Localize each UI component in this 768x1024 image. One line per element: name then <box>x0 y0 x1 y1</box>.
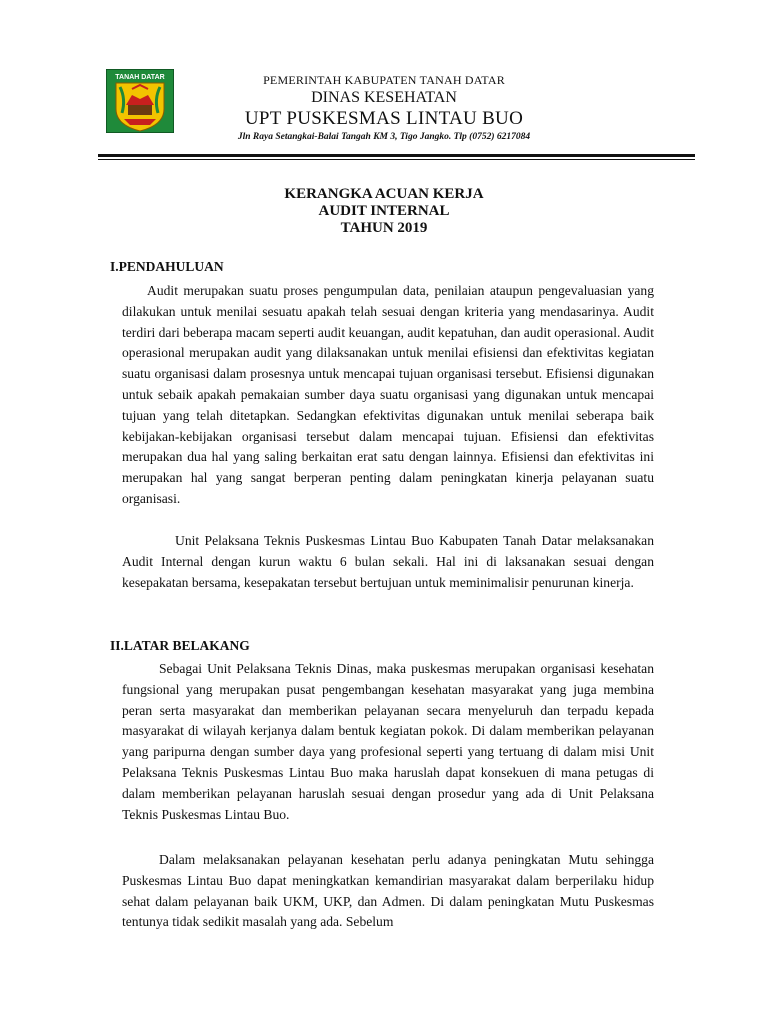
paragraph-background-1: Sebagai Unit Pelaksana Teknis Dinas, maka puskesmas merupakan organisasi kesehatan fungsional yang merupakan pusat pengembangan kesehatan masyarakat yang juga membina peran serta masyarakat dan memberikan pelayanan secara menyeluruh dan terpadu kepada masyarakat di wilayah kerjanya dalam bentuk kegiatan pokok. Di dalam memberikan pelayanan yang paripurna dengan sumber daya yang profesional seperti yang tertuang di dalam misi Unit Pelaksana Teknis Puskesmas Lintau Buo maka haruslah dapat konsekuen di mana petugas di dalam memberikan pelayanan haruslah sesuai dengan prosedur yang ada di Unit Pelaksana Teknis Puskesmas Lintau Buo. <box>122 661 654 822</box>
section-heading-pendahuluan: I.PENDAHULUAN <box>110 259 224 274</box>
paragraph-background-2: Dalam melaksanakan pelayanan kesehatan perlu adanya peningkatan Mutu sehingga Puskesmas Lintau Buo dapat meningkatkan kemandirian masyarakat dalam berperilaku hidup sehat dalam pelayanan baik UKM, UKP, dan Admen. Di dalam peningkatan Mutu Puskesmas tentunya tidak sedikit masalah yang ada. Sebelum <box>122 852 654 930</box>
document-subtitle: AUDIT INTERNAL <box>318 203 450 219</box>
paragraph-intro-1: Audit merupakan suatu proses pengumpulan data, penilaian ataupun pengevaluasian yang dilakukan untuk menilai sesuatu apakah telah sesuai dengan kriteria yang mendasarinya. Audit terdiri dari beberapa macam seperti audit keuangan, audit kepatuhan, dan audit operasional. Audit operasional merupakan audit yang dilaksanakan untuk menilai efisiensi dan efektivitas kegiatan suatu organisasi dalam prosesnya untuk mencapai tujuan organisasi tersebut. Efisiensi digunakan untuk sebaik apakah pemakaian sumber daya suatu organisasi yang digunakan untuk mencapai tujuan yang telah ditetapkan. Sedangkan efektivitas digunakan untuk menilai seberapa baik kebijakan-kebijakan organisasi tersebut dalam mencapai tujuan. Efisiensi dan efektivitas merupakan dua hal yang saling berkaitan erat satu dengan lainnya. Efisiensi dan efektivitas ini merupakan hal yang sangat berperan penting dalam peningkatan kinerja pelayanan suatu organisasi. <box>122 283 654 506</box>
address-line: Jln Raya Setangkai-Balai Tangah KM 3, Tigo Jangko. Tlp (0752) 6217084 <box>237 132 531 142</box>
government-name: PEMERINTAH KABUPATEN TANAH DATAR <box>263 73 505 87</box>
unit-name: UPT PUSKESMAS LINTAU BUO <box>244 108 524 129</box>
document-title: KERANGKA ACUAN KERJA <box>284 186 484 202</box>
paragraph-intro-2: Unit Pelaksana Teknis Puskesmas Lintau Buo Kabupaten Tanah Datar melaksanakan Audit Internal dengan kurun waktu 6 bulan sekali. Hal ini di laksanakan sesuai dengan kesepakatan bersama, kesepakatan tersebut bertujuan untuk meminimalisir penurunan kinerja. <box>122 533 654 590</box>
logo-caption: TANAH DATAR <box>115 74 165 81</box>
department-name: DINAS KESEHATAN <box>311 89 457 106</box>
section-heading-latar-belakang: II.LATAR BELAKANG <box>110 638 250 653</box>
letterhead-rule-thin <box>98 159 695 160</box>
letterhead-rule-thick <box>98 154 695 157</box>
document-year: TAHUN 2019 <box>340 220 428 236</box>
